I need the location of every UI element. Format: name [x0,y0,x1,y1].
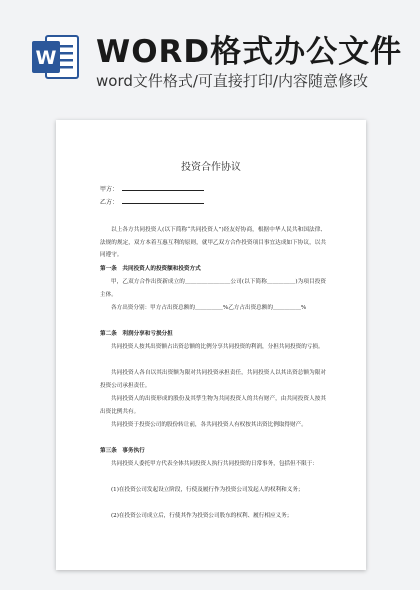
party-b-blank [122,198,204,204]
word-logo-icon [32,32,80,82]
party-b-field [100,197,204,206]
party-a-field [100,184,204,193]
section-2-paragraph-2: 共同投资人各自以其出资额为限对共同投资承担责任，共同投资人以其出资总额为限对投资公司承担责任。 [100,370,326,389]
section-3-paragraph-2: (1)在投资公司发起设立阶段，行使及履行作为投资公司发起人的权利和义务； [111,487,304,493]
section-2-paragraph-4: 共同投资于投资公司的股份转让前，各共同投资人有权按其出资比例取得财产。 [111,422,307,428]
section-3-paragraph-3: (2)在投资公司成立后，行使其作为投资公司股东的权利、履行相应义务； [111,513,293,519]
banner-subtitle: word文件格式/可直接打印/内容随意修改 [96,72,368,90]
section-2-paragraph-3: 共同投资人的出资形成的股份及其孳生物为共同投资人的共有财产，由共同投资人按其出资比例共有。 [100,396,326,415]
section-3-paragraph-1: 共同投资人委托甲方代表全体共同投资人执行共同投资的日常事务，包括但不限于： [111,461,318,467]
logo-letter: W [35,47,57,69]
document-title: 投资合作协议 [181,162,241,173]
party-b-label: 乙方： [100,199,119,206]
section-2-paragraph-1: 共同投资人按其出资额占出资总额的比例分享共同投资的利润，分担共同投资的亏损。 [111,344,324,350]
section-1-paragraph-2: 各方出资分别：甲方占出资总额的＿＿＿＿＿%乙方占出资总额的＿＿＿＿＿% [111,305,307,311]
document-page [56,120,366,570]
party-a-label: 甲方： [100,186,119,193]
header [0,0,420,108]
section-1-heading: 第一条 共同投资人的投资额和投资方式 [100,266,201,272]
section-2-heading: 第二条 利润分享和亏损分担 [100,331,173,337]
intro-paragraph: 以上各方共同投资人(以下简称“共同投资人”)经友好协商，根据中华人民共和国法律、法规的规定，双方本着互惠互利的原则，就甲乙双方合作投资项目事宜达成如下协议，以共同遵守。 [100,227,326,258]
section-1-paragraph-1: 甲，乙双方合作出资新成立的＿＿＿＿＿＿＿＿公司(以下简称＿＿＿＿＿)为项目投资主体。 [100,279,326,298]
banner-title: WORD格式办公文件 [96,34,403,70]
party-a-blank [122,185,204,191]
section-3-heading: 第三条 事务执行 [100,448,145,454]
